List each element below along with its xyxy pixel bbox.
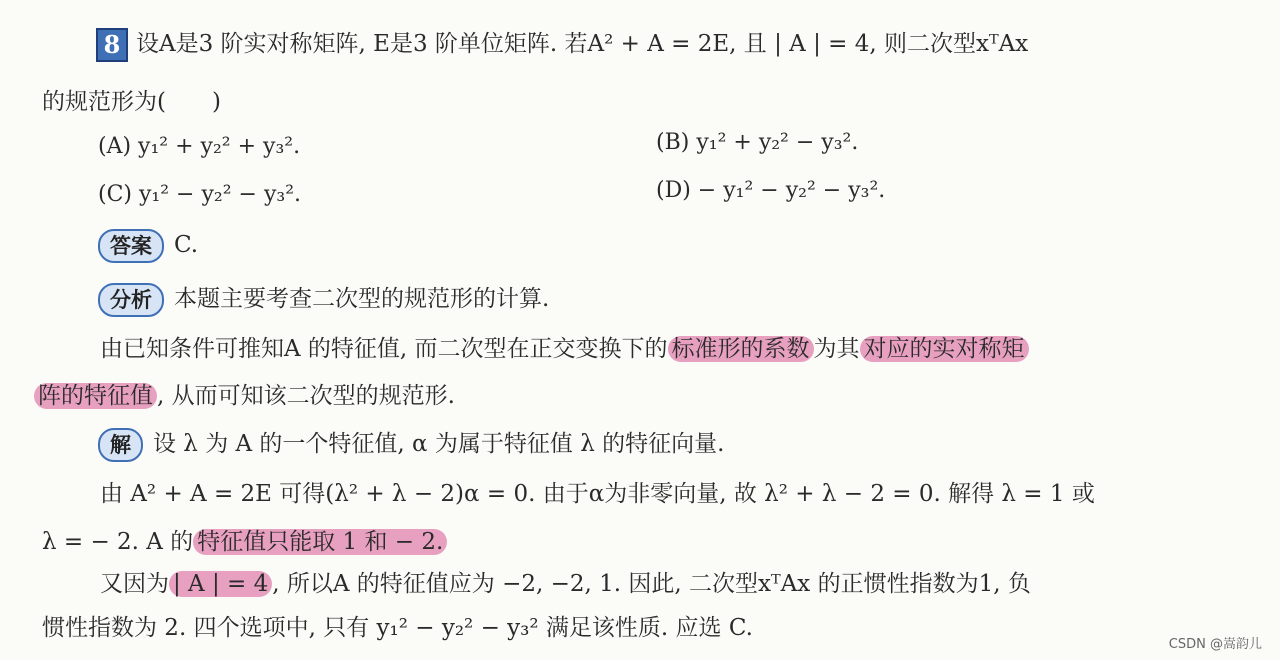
solution-tag: 解 [98,428,143,462]
highlight-eigenvalues: 阵的特征值 [34,383,157,409]
analysis-p1-a: 由已知条件可推知A 的特征值, 而二次型在正交变换下的 [100,336,668,362]
highlight-determinant: | A | = 4 [169,571,272,597]
option-b: (B) y₁² + y₂² − y₃². [656,130,859,155]
highlight-eigen-only: 特征值只能取 1 和 − 2. [193,529,447,555]
question-stem-line1 [96,28,1028,62]
question-number-badge: 8 [96,28,128,62]
solution-line3 [42,526,447,558]
question-stem-line2: 的规范形为( ) [42,89,221,115]
csdn-watermark: CSDN @嵩韵儿 [1168,637,1262,652]
analysis-p1-b: 为其 [813,336,860,362]
analysis-row [98,283,549,317]
option-d: (D) − y₁² − y₂² − y₃². [656,178,886,203]
analysis-p2-b: , 从而可知该二次型的规范形. [157,383,455,409]
solution-l4-a: 又因为 [100,571,169,597]
solution-l3-a: λ = − 2. A 的 [42,529,194,555]
question-stem-text: 设A是3 阶实对称矩阵, E是3 阶单位矩阵. 若A² + A = 2E, 且 | A | = 4, 则二次型xᵀAx [136,31,1029,57]
solution-line2: 由 A² + A = 2E 可得(λ² + λ − 2)α = 0. 由于α为非零向量, 故 λ² + λ − 2 = 0. 解得 λ = 1 或 [100,481,1095,507]
solution-line5: 惯性指数为 2. 四个选项中, 只有 y₁² − y₂² − y₃² 满足该性质. 应选 C. [42,615,753,641]
analysis-paragraph-line1 [100,333,1029,365]
analysis-paragraph-line2 [34,380,455,412]
solution-row [98,428,724,462]
answer-row [98,229,198,263]
answer-tag: 答案 [98,229,164,263]
option-c: (C) y₁² − y₂² − y₃². [98,182,302,207]
highlight-symmetric-matrix: 对应的实对称矩 [860,336,1029,362]
analysis-text: 本题主要考查二次型的规范形的计算. [174,286,550,312]
solution-l4-b: , 所以A 的特征值应为 −2, −2, 1. 因此, 二次型xᵀAx 的正惯性指数为1, 负 [272,571,1031,597]
solution-text: 设 λ 为 A 的一个特征值, α 为属于特征值 λ 的特征向量. [153,431,725,457]
analysis-tag: 分析 [98,283,164,317]
answer-text: C. [174,232,199,258]
option-a: (A) y₁² + y₂² + y₃². [98,134,301,159]
highlight-standard-coeff: 标准形的系数 [668,336,814,362]
solution-line4 [100,568,1031,600]
